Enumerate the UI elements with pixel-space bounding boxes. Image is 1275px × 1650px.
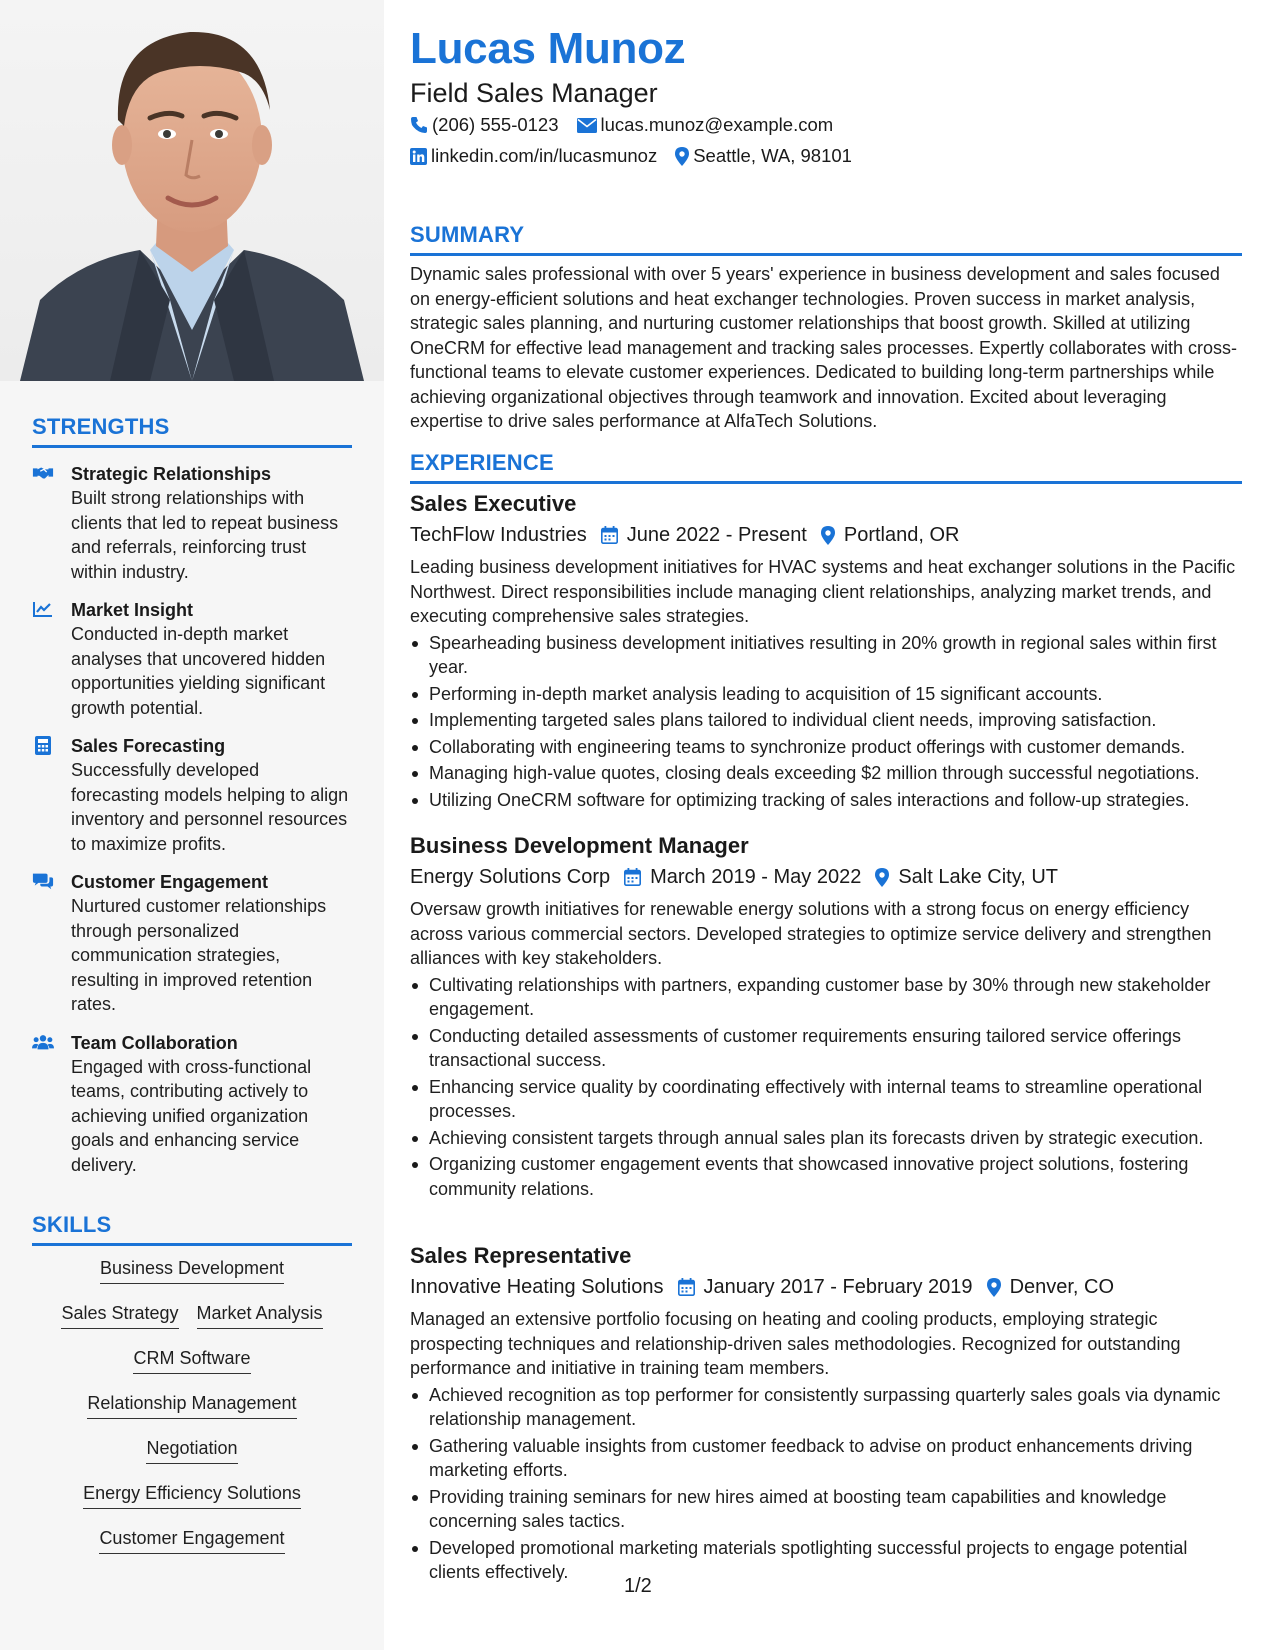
job-bullets [410, 973, 1242, 1202]
skills-list [32, 1256, 352, 1571]
job-company: Energy Solutions Corp [410, 866, 611, 888]
skill-tag: Relationship Management [87, 1391, 296, 1419]
contact-row [410, 114, 833, 136]
skill-tag: Market Analysis [197, 1301, 323, 1329]
candidate-role: Field Sales Manager [410, 78, 658, 108]
skill-tag: Energy Efficiency Solutions [83, 1481, 301, 1509]
job-dates: June 2022 - Present [626, 524, 807, 546]
strength-desc: Conducted in-depth market analyses that uncovered hidden opportunities yielding significant growth potential. [71, 624, 326, 718]
skills-title: SKILLS [32, 1212, 352, 1246]
job-dates: March 2019 - May 2022 [650, 866, 862, 888]
strength-desc: Engaged with cross-functional teams, contributing actively to achieving unified organization goals and enhancing service delivery. [71, 1056, 312, 1175]
linkedin-text[interactable]: linkedin.com/in/lucasmunoz [431, 145, 658, 166]
phone-icon [410, 116, 428, 134]
job-bullet: Implementing targeted sales plans tailored to individual client needs, improving satisfaction. [410, 708, 1242, 733]
strength-title: Customer Engagement [71, 872, 269, 892]
job-location: Denver, CO [1009, 1276, 1115, 1298]
job-description: Oversaw growth initiatives for renewable energy solutions with a strong focus on energy efficiency across various commercial sectors. Developed strategies to optimize service delivery and strengthen alliances with key stakeholders. [410, 899, 1212, 968]
job-company: TechFlow Industries [410, 524, 587, 546]
skill-tag: Customer Engagement [99, 1526, 284, 1554]
calculator-icon [32, 736, 54, 754]
skill-tag: Sales Strategy [61, 1301, 178, 1329]
strength-item [32, 598, 352, 720]
calendar-icon [624, 868, 641, 886]
job-bullet: Providing training seminars for new hires aimed at boosting team capabilities and knowledge concerning sales tactics. [410, 1485, 1242, 1534]
chart-line-icon [32, 600, 54, 618]
map-pin-icon [875, 868, 889, 887]
job-bullet: Utilizing OneCRM software for optimizing tracking of sales interactions and follow-up strategies. [410, 788, 1242, 813]
comments-icon [32, 872, 54, 890]
users-icon [32, 1033, 54, 1051]
strength-title: Strategic Relationships [71, 464, 272, 484]
job-meta [410, 1273, 1242, 1301]
job-bullet: Conducting detailed assessments of customer requirements ensuring tailored service offerings transactional success. [410, 1024, 1242, 1073]
phone-text: (206) 555-0123 [432, 114, 559, 135]
job-meta [410, 863, 1242, 891]
contact-row [410, 145, 852, 167]
job-meta [410, 521, 1242, 549]
job-entry [410, 1242, 1242, 1587]
job-title: Sales Executive [410, 491, 577, 516]
strength-title: Sales Forecasting [71, 736, 226, 756]
strength-item [32, 462, 352, 584]
job-bullet: Achieving consistent targets through annual sales plan its forecasts driven by strategic execution. [410, 1126, 1242, 1151]
job-bullet: Developed promotional marketing materials spotlighting successful projects to engage potential clients effectively. [410, 1536, 1242, 1585]
phone-contact [410, 114, 559, 136]
email-text[interactable]: lucas.munoz@example.com [600, 114, 834, 135]
job-entry [410, 832, 1242, 1203]
job-bullet: Collaborating with engineering teams to synchronize product offerings with customer demands. [410, 735, 1242, 760]
job-description: Leading business development initiatives for HVAC systems and heat exchanger solutions in the Pacific Northwest. Direct responsibilities include managing client relationships, analyzing market trends, and executing comprehensive sales strategies. [410, 557, 1236, 626]
job-bullet: Performing in-depth market analysis leading to acquisition of 15 significant accounts. [410, 682, 1242, 707]
strength-desc: Successfully developed forecasting models helping to align inventory and personnel resources to maximize profits. [71, 760, 349, 854]
job-bullet: Achieved recognition as top performer for consistently surpassing quarterly sales goals via dynamic relationship management. [410, 1383, 1242, 1432]
job-location: Salt Lake City, UT [898, 866, 1059, 888]
location-contact [675, 145, 852, 167]
job-bullet: Gathering valuable insights from customer feedback to advise on product enhancements driving marketing efforts. [410, 1434, 1242, 1483]
profile-photo [0, 0, 384, 381]
job-bullet: Spearheading business development initiatives resulting in 20% growth in regional sales within first year. [410, 631, 1242, 680]
linkedin-icon [410, 148, 427, 165]
job-title: Sales Representative [410, 1243, 632, 1268]
map-pin-icon [987, 1278, 1001, 1297]
job-bullets [410, 1383, 1242, 1585]
job-title: Business Development Manager [410, 833, 749, 858]
envelope-icon [577, 118, 597, 133]
job-bullet: Cultivating relationships with partners, expanding customer base by 30% through new stakeholder engagement. [410, 973, 1242, 1022]
linkedin-contact[interactable] [410, 145, 657, 167]
skills-section [32, 1212, 352, 1571]
strength-title: Team Collaboration [71, 1032, 238, 1053]
skill-tag: CRM Software [133, 1346, 250, 1374]
job-bullet: Enhancing service quality by coordinating effectively with internal teams to streamline operational processes. [410, 1075, 1242, 1124]
map-pin-icon [675, 147, 689, 166]
summary-title: SUMMARY [410, 222, 1242, 256]
map-pin-icon [821, 526, 835, 545]
strength-desc: Built strong relationships with clients that led to repeat business and referrals, reinforcing trust within industry. [71, 488, 339, 582]
job-bullet: Managing high-value quotes, closing deals exceeding $2 million through successful negotiations. [410, 761, 1242, 786]
page-indicator: 1/2 [624, 1575, 652, 1597]
strength-item [32, 734, 352, 856]
strength-item [32, 870, 352, 1017]
experience-title: EXPERIENCE [410, 450, 1242, 484]
job-description: Managed an extensive portfolio focusing on heating and cooling products, employing strategic prospecting techniques and relationship-driven sales methodologies. Recognized for outstanding performance and initiative in training team members. [410, 1309, 1181, 1378]
strengths-title: STRENGTHS [32, 414, 352, 448]
calendar-icon [601, 526, 618, 544]
job-bullet: Organizing customer engagement events that showcased innovative project solutions, fostering community relations. [410, 1152, 1242, 1201]
job-company: Innovative Heating Solutions [410, 1276, 664, 1298]
strength-desc: Nurtured customer relationships through personalized communication strategies, resulting in improved retention rates. [71, 896, 327, 1014]
strength-title: Market Insight [71, 600, 194, 620]
job-location: Portland, OR [843, 524, 960, 546]
strengths-section [32, 414, 352, 1177]
handshake-icon [32, 464, 54, 482]
summary-text: Dynamic sales professional with over 5 years' experience in business development and sales focused on energy-efficient solutions and heat exchanger technologies. Proven success in market analysis, strategic sales planning, and nurturing customer relationships that boost growth. Skilled at utilizing OneCRM for effective lead management and tracking sales processes. Expertly collaborates with cross-functional teams to elevate customer experiences. Dedicated to building long-term partnerships while achieving organizational objectives through teamwork and innovation. Excited about leveraging expertise to drive sales performance at AlfaTech Solutions. [410, 264, 1238, 431]
strength-item [32, 1031, 352, 1178]
job-bullets [410, 631, 1242, 813]
skill-tag: Negotiation [146, 1436, 237, 1464]
email-contact[interactable] [577, 114, 834, 136]
calendar-icon [678, 1278, 695, 1296]
job-dates: January 2017 - February 2019 [703, 1276, 973, 1298]
skill-tag: Business Development [100, 1256, 284, 1284]
location-text: Seattle, WA, 98101 [693, 145, 852, 166]
job-entry [410, 490, 1242, 814]
candidate-name: Lucas Munoz [410, 24, 686, 73]
sidebar [0, 0, 384, 1650]
